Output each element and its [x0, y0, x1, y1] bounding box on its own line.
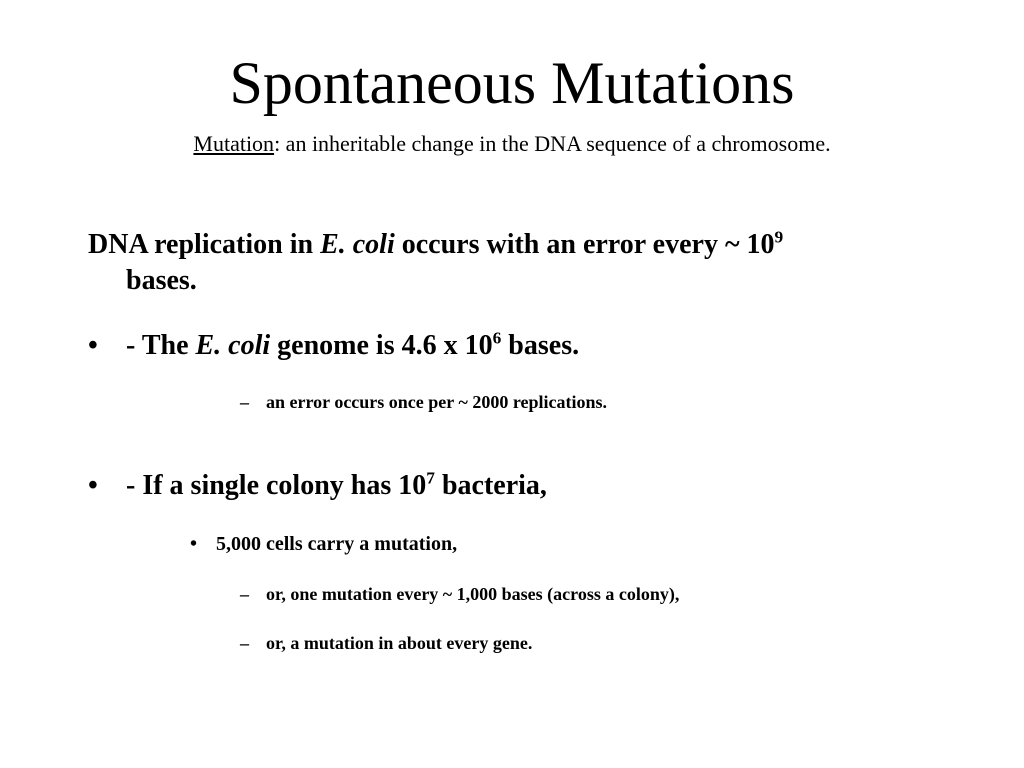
definition-text: : an inheritable change in the DNA sequence of a chromosome.	[274, 131, 831, 156]
definition-line	[0, 130, 1024, 158]
dash-marker: –	[240, 584, 249, 604]
per-bases-text: or, one mutation every ~ 1,000 bases (across a colony),	[266, 584, 680, 604]
bullet-colony	[88, 468, 547, 504]
bullet-marker: •	[88, 330, 98, 361]
dash-marker: –	[240, 392, 249, 412]
slide-title: Spontaneous Mutations	[229, 50, 795, 116]
per-gene-text: or, a mutation in about every gene.	[266, 633, 533, 653]
sub-item-cells	[190, 531, 457, 557]
dash-marker: –	[240, 633, 249, 653]
intro-exponent: 9	[774, 227, 784, 247]
bullet-genome	[88, 328, 579, 364]
genome-text-3: bases.	[501, 330, 580, 361]
colony-text-2: bacteria,	[434, 470, 547, 501]
genome-text-2: genome is 4.6 x 10	[270, 330, 493, 361]
genome-text-1: - The	[126, 330, 196, 361]
intro-text-2: occurs with an error every ~ 10	[394, 229, 775, 260]
intro-text-3: bases.	[126, 265, 197, 296]
intro-statement	[88, 227, 968, 299]
genome-organism: E. coli	[195, 330, 271, 361]
intro-organism: E. coli	[320, 229, 395, 260]
colony-text-1: - If a single colony has 10	[126, 470, 427, 501]
definition-term: Mutation	[193, 131, 275, 156]
sub-item-error-rate	[240, 390, 607, 414]
intro-text-1: DNA replication in	[88, 229, 321, 260]
colony-exponent: 7	[426, 468, 435, 488]
cells-text: 5,000 cells carry a mutation,	[216, 533, 458, 555]
sub-sub-item-per-gene	[240, 631, 532, 655]
sub-sub-item-per-bases	[240, 582, 679, 606]
bullet-marker: •	[88, 470, 98, 501]
error-rate-text: an error occurs once per ~ 2000 replications.	[266, 392, 607, 412]
bullet-marker: •	[190, 533, 198, 555]
genome-exponent: 6	[492, 328, 502, 348]
